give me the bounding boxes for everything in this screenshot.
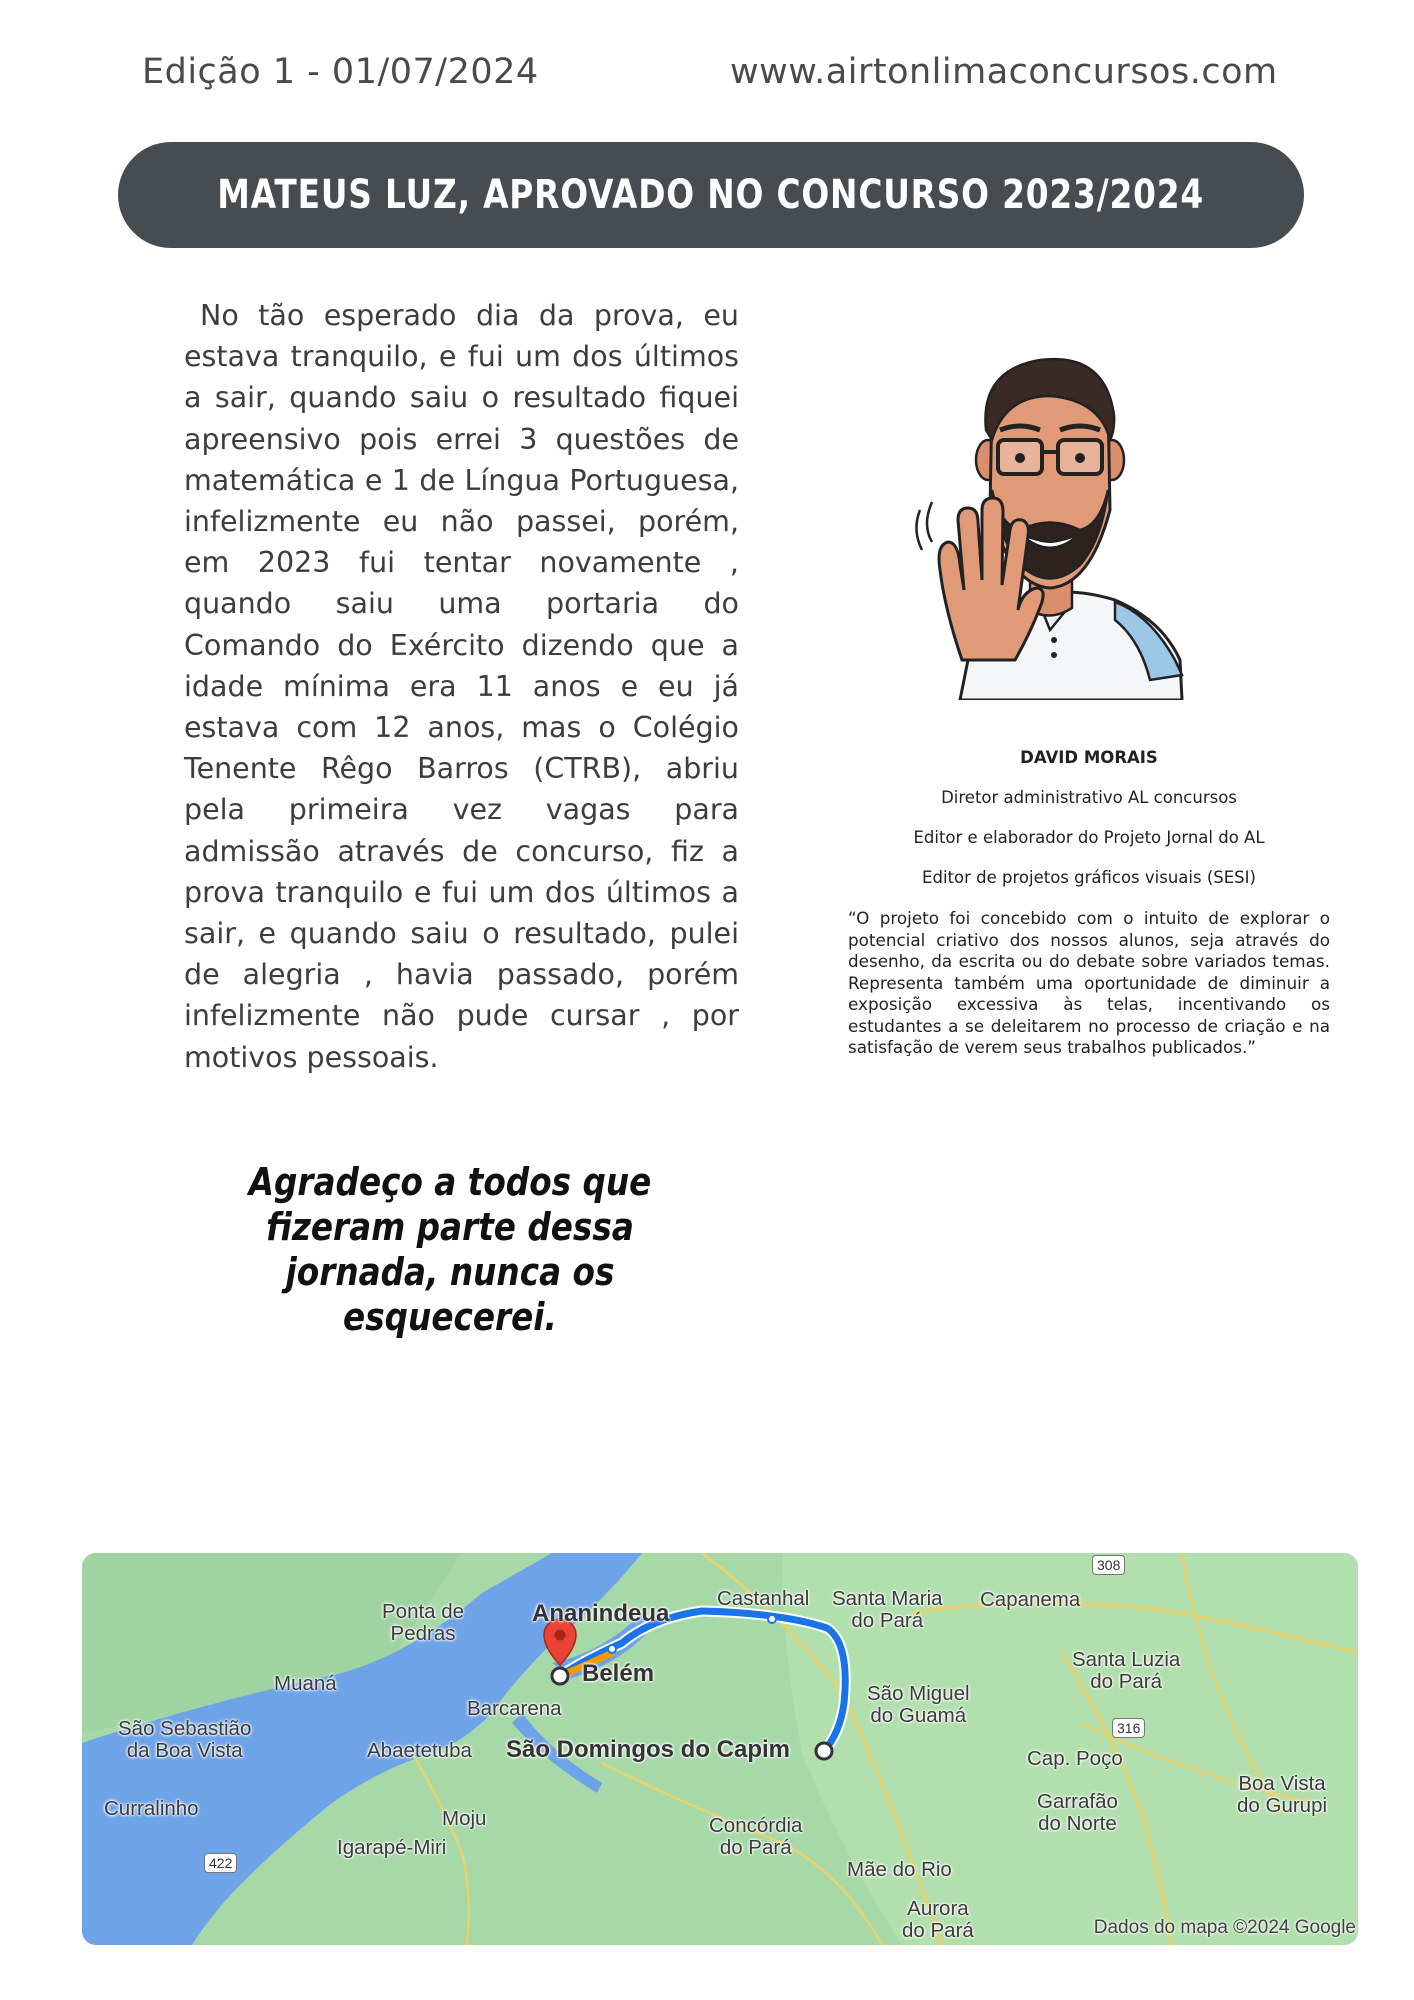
map-label-sao-domingos: São Domingos do Capim	[506, 1736, 791, 1763]
map-label-moju: Moju	[442, 1807, 487, 1830]
map-label-abaetetuba: Abaetetuba	[367, 1739, 472, 1762]
map-label-mae-do-rio: Mãe do Rio	[847, 1858, 952, 1881]
credits-block	[848, 748, 1330, 1059]
map-attribution: Dados do mapa ©2024 Google	[1093, 1917, 1356, 1938]
map-label-concordia: Concórdia do Pará	[709, 1814, 803, 1859]
map-label-ponta-de-pedras: Ponta de Pedras	[382, 1600, 465, 1645]
editor-name: DAVID MORAIS	[1020, 748, 1158, 767]
map-label-cap-poco: Cap. Poço	[1027, 1747, 1123, 1770]
page-title: MATEUS LUZ, APROVADO NO CONCURSO 2023/2024	[217, 172, 1205, 218]
website-url[interactable]: www.airtonlimaconcursos.com	[730, 52, 1278, 92]
thanks-message: Agradeço a todos que fizeram parte dessa jornada, nunca os esquecerei.	[248, 1160, 652, 1339]
editor-role-2: Editor e elaborador do Projeto Jornal do AL	[913, 828, 1265, 847]
edition-date: Edição 1 - 01/07/2024	[142, 52, 539, 92]
editor-role-1: Diretor administrativo AL concursos	[941, 788, 1237, 807]
project-quote: “O projeto foi concebido com o intuito de explorar o potencial criativo dos nossos alunos, seja através do desenho, da escrita ou do debate sobre variados temas. Representa também uma oportunidade de diminuir a exposição excessiva às telas, incentivando os estudantes a se deleitarem no processo de criação e na satisfação de verem seus trabalhos publicados.”	[848, 908, 1330, 1057]
map-label-ananindeua: Ananindeua	[532, 1600, 670, 1627]
map-label-curralinho: Curralinho	[104, 1797, 199, 1820]
map-label-capanema: Capanema	[980, 1588, 1081, 1611]
map-label-garrafao: Garrafão do Norte	[1037, 1790, 1118, 1835]
highway-shield-308: 308	[1092, 1555, 1125, 1575]
map-label-boa-vista: Boa Vista do Gurupi	[1237, 1772, 1328, 1817]
highway-shield-422: 422	[204, 1853, 237, 1873]
highway-shield-316: 316	[1112, 1718, 1145, 1738]
title-banner	[118, 142, 1304, 248]
map-label-aurora: Aurora do Pará	[902, 1897, 974, 1942]
map-label-belem: Belém	[582, 1660, 655, 1687]
map-label-santa-luzia: Santa Luzia do Pará	[1072, 1648, 1181, 1693]
map-label-igarape-miri: Igarapé-Miri	[337, 1836, 447, 1859]
map-label-sao-sebastiao: São Sebastião da Boa Vista	[118, 1717, 252, 1762]
map-label-muana: Muaná	[274, 1672, 337, 1695]
article-body: No tão esperado dia da prova, eu estava tranquilo, e fui um dos últimos a sair, quando saiu o resultado fiquei apreensivo pois errei 3 questões de matemática e 1 de Língua Portuguesa, infelizmente eu não passei, porém, em 2023 fui tentar novamente , quando saiu uma portaria do Comando do Exército dizendo que a idade mínima era 11 anos e eu já estava com 12 anos, mas o Colégio Tenente Rêgo Barros (CTRB), abriu pela primeira vez vagas para admissão através de concurso, fiz a prova tranquilo e fui um dos últimos a sair, e quando saiu o resultado, pulei de alegria , havia passado, porém infelizmente não pude cursar , por motivos pessoais.	[184, 299, 739, 1074]
map-label-santa-maria: Santa Maria do Pará	[832, 1587, 943, 1632]
map-label-castanhal: Castanhal	[717, 1587, 810, 1610]
map-label-barcarena: Barcarena	[467, 1697, 562, 1720]
route-map	[82, 1553, 1358, 1945]
map-label-sao-miguel: São Miguel do Guamá	[867, 1682, 970, 1727]
avatar-illustration	[900, 330, 1200, 700]
editor-role-3: Editor de projetos gráficos visuais (SESI)	[922, 868, 1256, 887]
